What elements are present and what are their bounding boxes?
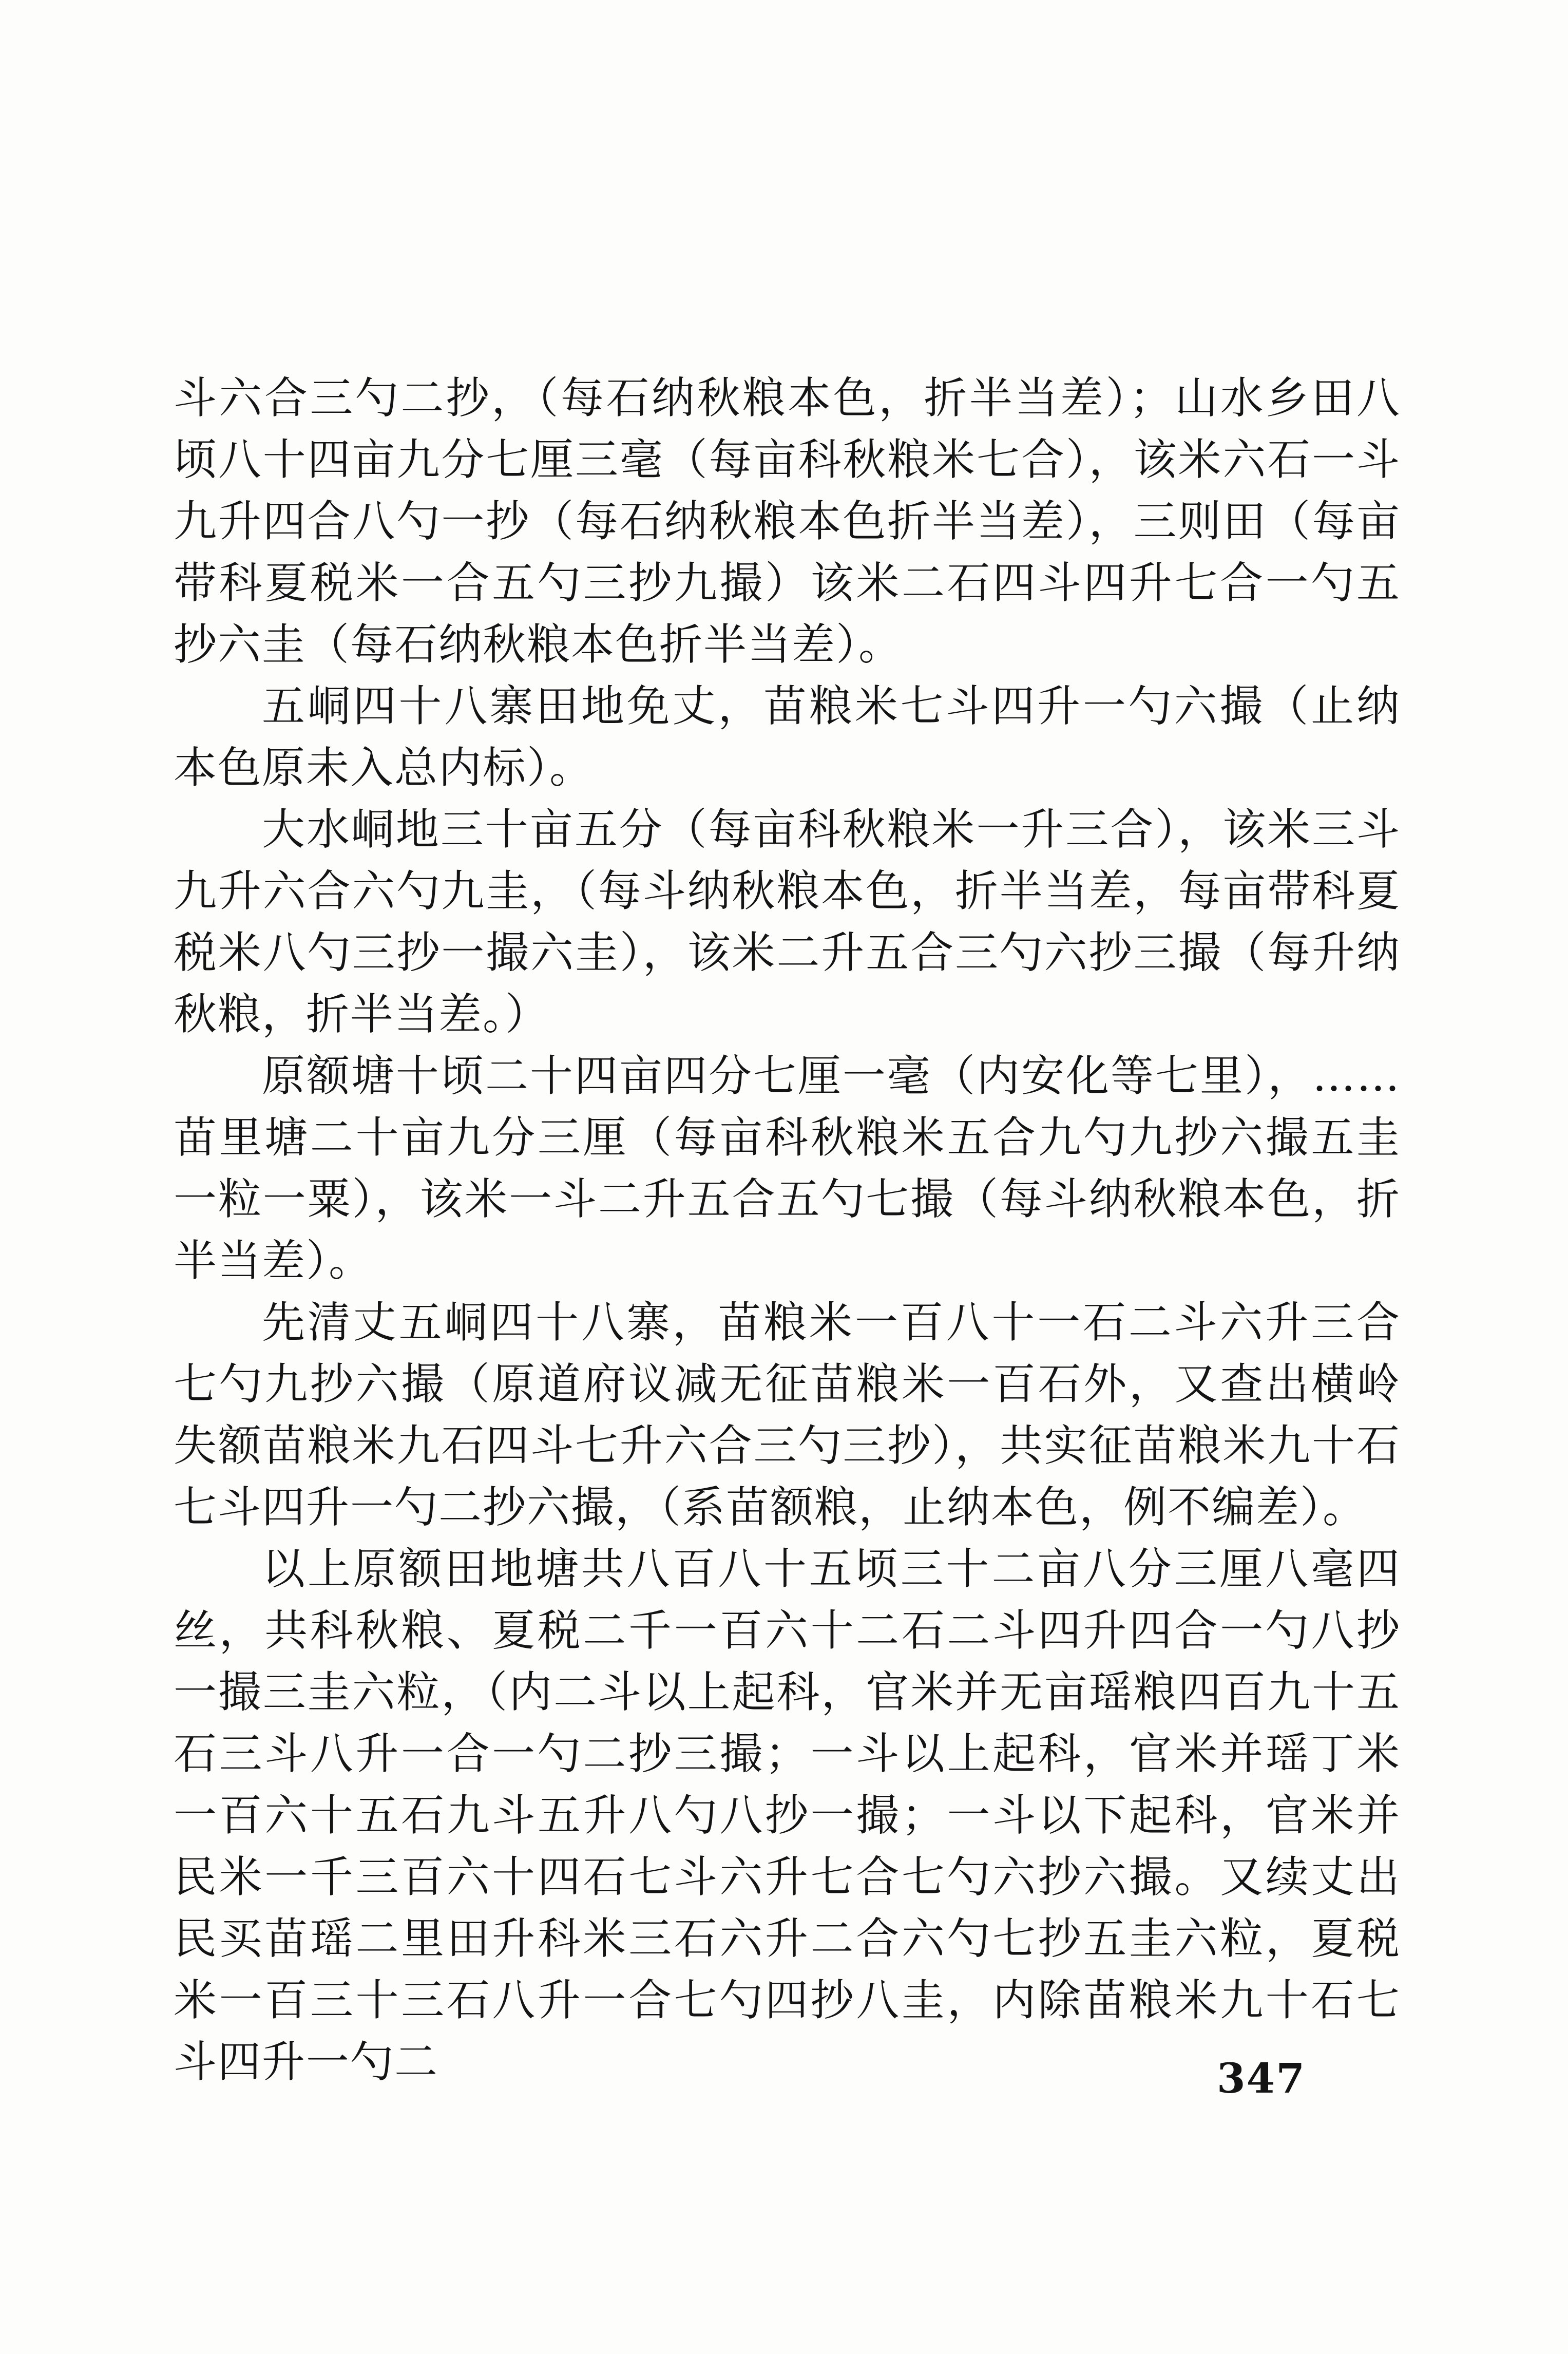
paragraph-4: 原额塘十顷二十四亩四分七厘一毫（内安化等七里），……苗里塘二十亩九分三厘（每亩科秋粮米五合九勺九抄六撮五圭一粒一粟），该米一斗二升五合五勺七撮（每斗纳秋粮本色，折半当差）。 bbox=[174, 1051, 1401, 1286]
body-text bbox=[174, 367, 1401, 2093]
paragraph-1: 斗六合三勺二抄，（每石纳秋粮本色，折半当差）；山水乡田八顷八十四亩九分七厘三毫（每亩科秋粮米七合），该米六石一斗九升四合八勺一抄（每石纳秋粮本色折半当差），三则田（每亩带科夏税米一合五勺三抄九撮）该米二石四斗四升七合一勺五抄六圭（每石纳秋粮本色折半当差）。 bbox=[174, 373, 1401, 670]
paragraph-6: 以上原额田地塘共八百八十五顷三十二亩八分三厘八毫四丝，共科秋粮、夏税二千一百六十二石二斗四升四合一勺八抄一撮三圭六粒，（内二斗以上起科，官米并无亩瑶粮四百九十五石三斗八升一合一勺二抄三撮；一斗以上起科，官米并瑶丁米一百六十五石九斗五升八勺八抄一撮；一斗以下起科，官米并民米一千三百六十四石七斗六升七合七勺六抄六撮。又续丈出民买苗瑶二里田升科米三石六升二合六勺七抄五圭六粒，夏税米一百三十三石八升一合七勺四抄八圭，内除苗粮米九十石七斗四升一勺二 bbox=[174, 1544, 1401, 2087]
paragraph-5: 先清丈五峒四十八寨，苗粮米一百八十一石二斗六升三合七勺九抄六撮（原道府议减无征苗粮米一百石外，又查出横岭失额苗粮米九石四斗七升六合三勺三抄），共实征苗粮米九十石七斗四升一勺二抄六撮，（系苗额粮，止纳本色，例不编差）。 bbox=[174, 1297, 1401, 1532]
page-number: 347 bbox=[1217, 2054, 1306, 2102]
paragraph-2: 五峒四十八寨田地免丈，苗粮米七斗四升一勺六撮（止纳本色原未入总内标）。 bbox=[174, 681, 1401, 793]
paragraph-3: 大水峒地三十亩五分（每亩科秋粮米一升三合），该米三斗九升六合六勺九圭，（每斗纳秋粮本色，折半当差，每亩带科夏税米八勺三抄一撮六圭），该米二升五合三勺六抄三撮（每升纳秋粮，折半当差。） bbox=[174, 804, 1401, 1039]
